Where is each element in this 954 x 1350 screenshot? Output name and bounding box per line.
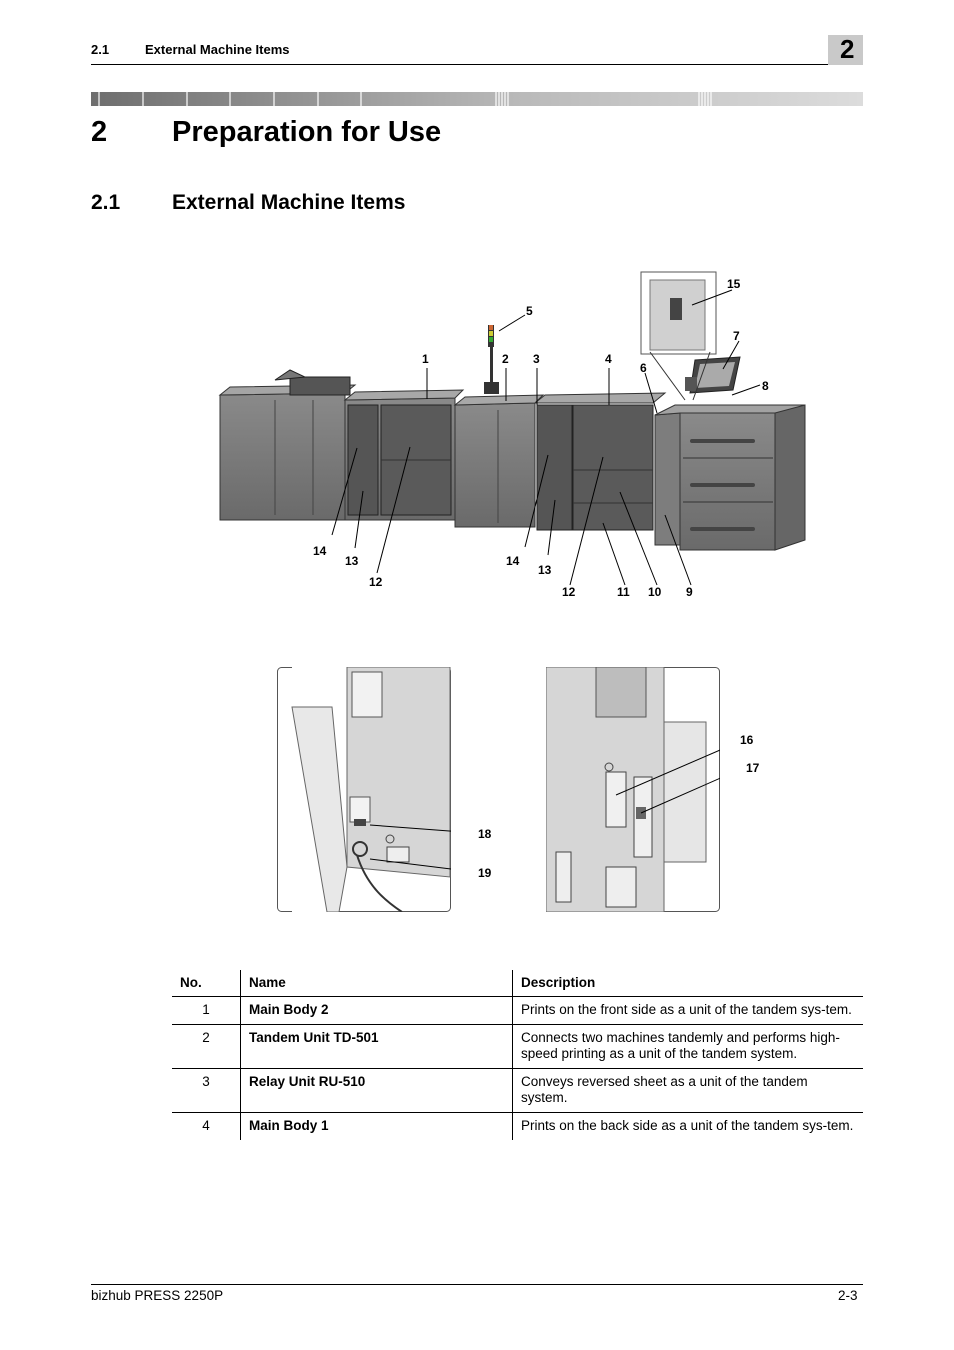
footer-product: bizhub PRESS 2250P <box>91 1288 224 1303</box>
callout-6: 6 <box>640 361 647 375</box>
callout-1: 1 <box>422 352 429 366</box>
row-name: Main Body 2 <box>241 997 513 1025</box>
callout-16: 16 <box>740 733 754 747</box>
row-description: Connects two machines tandemly and performs high-speed printing as a unit of the tandem system. <box>513 1025 864 1069</box>
section-number: 2.1 <box>91 191 121 214</box>
table-row <box>172 1113 863 1141</box>
callout-2: 2 <box>502 352 509 366</box>
header-rule <box>91 64 863 65</box>
chapter-tab-number: 2 <box>840 34 855 64</box>
callout-7: 7 <box>733 329 740 343</box>
callout-8: 8 <box>762 379 769 393</box>
decorative-band <box>91 92 863 106</box>
callout-3: 3 <box>533 352 540 366</box>
footer-page-number: 2-3 <box>838 1288 858 1303</box>
table-row <box>172 1069 863 1113</box>
callout-12b: 12 <box>562 585 576 599</box>
parts-table <box>172 970 863 1140</box>
row-description: Prints on the front side as a unit of the tandem sys-tem. <box>513 997 864 1025</box>
footer-rule <box>91 1284 863 1285</box>
callout-15: 15 <box>727 277 741 291</box>
callout-13: 13 <box>345 554 359 568</box>
callout-18: 18 <box>478 827 492 841</box>
section-title: External Machine Items <box>172 191 406 214</box>
callout-12: 12 <box>369 575 383 589</box>
row-no: 4 <box>202 1118 210 1133</box>
row-no: 2 <box>172 1025 241 1069</box>
rear-detail-left-illustration <box>277 667 451 912</box>
callout-19: 19 <box>478 866 492 880</box>
table-row <box>172 997 863 1025</box>
callout-9: 9 <box>686 585 693 599</box>
callout-13b: 13 <box>538 563 552 577</box>
callout-14: 14 <box>313 544 327 558</box>
column-header-name: Name <box>241 970 513 997</box>
row-description: Prints on the back side as a unit of the tandem sys-tem. <box>513 1113 864 1141</box>
callout-5: 5 <box>526 304 533 318</box>
callout-14b: 14 <box>506 554 520 568</box>
chapter-title: Preparation for Use <box>172 116 442 148</box>
callout-4: 4 <box>605 352 612 366</box>
row-no: 3 <box>172 1069 241 1113</box>
chapter-number: 2 <box>91 116 108 148</box>
row-name: Main Body 1 <box>241 1113 513 1141</box>
column-header-description: Description <box>513 970 864 997</box>
callout-17: 17 <box>746 761 760 775</box>
header-section-number: 2.1 <box>91 42 110 57</box>
row-name: Relay Unit RU-510 <box>241 1069 513 1113</box>
row-name: Tandem Unit TD-501 <box>241 1025 513 1069</box>
table-row <box>172 1025 863 1069</box>
callout-11: 11 <box>617 585 630 599</box>
row-no: 1 <box>172 997 241 1025</box>
callout-10: 10 <box>648 585 662 599</box>
column-header-no: No. <box>172 970 241 997</box>
header-section-title: External Machine Items <box>145 42 290 57</box>
rear-detail-right-illustration <box>546 667 720 912</box>
row-description: Conveys reversed sheet as a unit of the tandem system. <box>513 1069 864 1113</box>
table-header-row <box>172 970 863 997</box>
